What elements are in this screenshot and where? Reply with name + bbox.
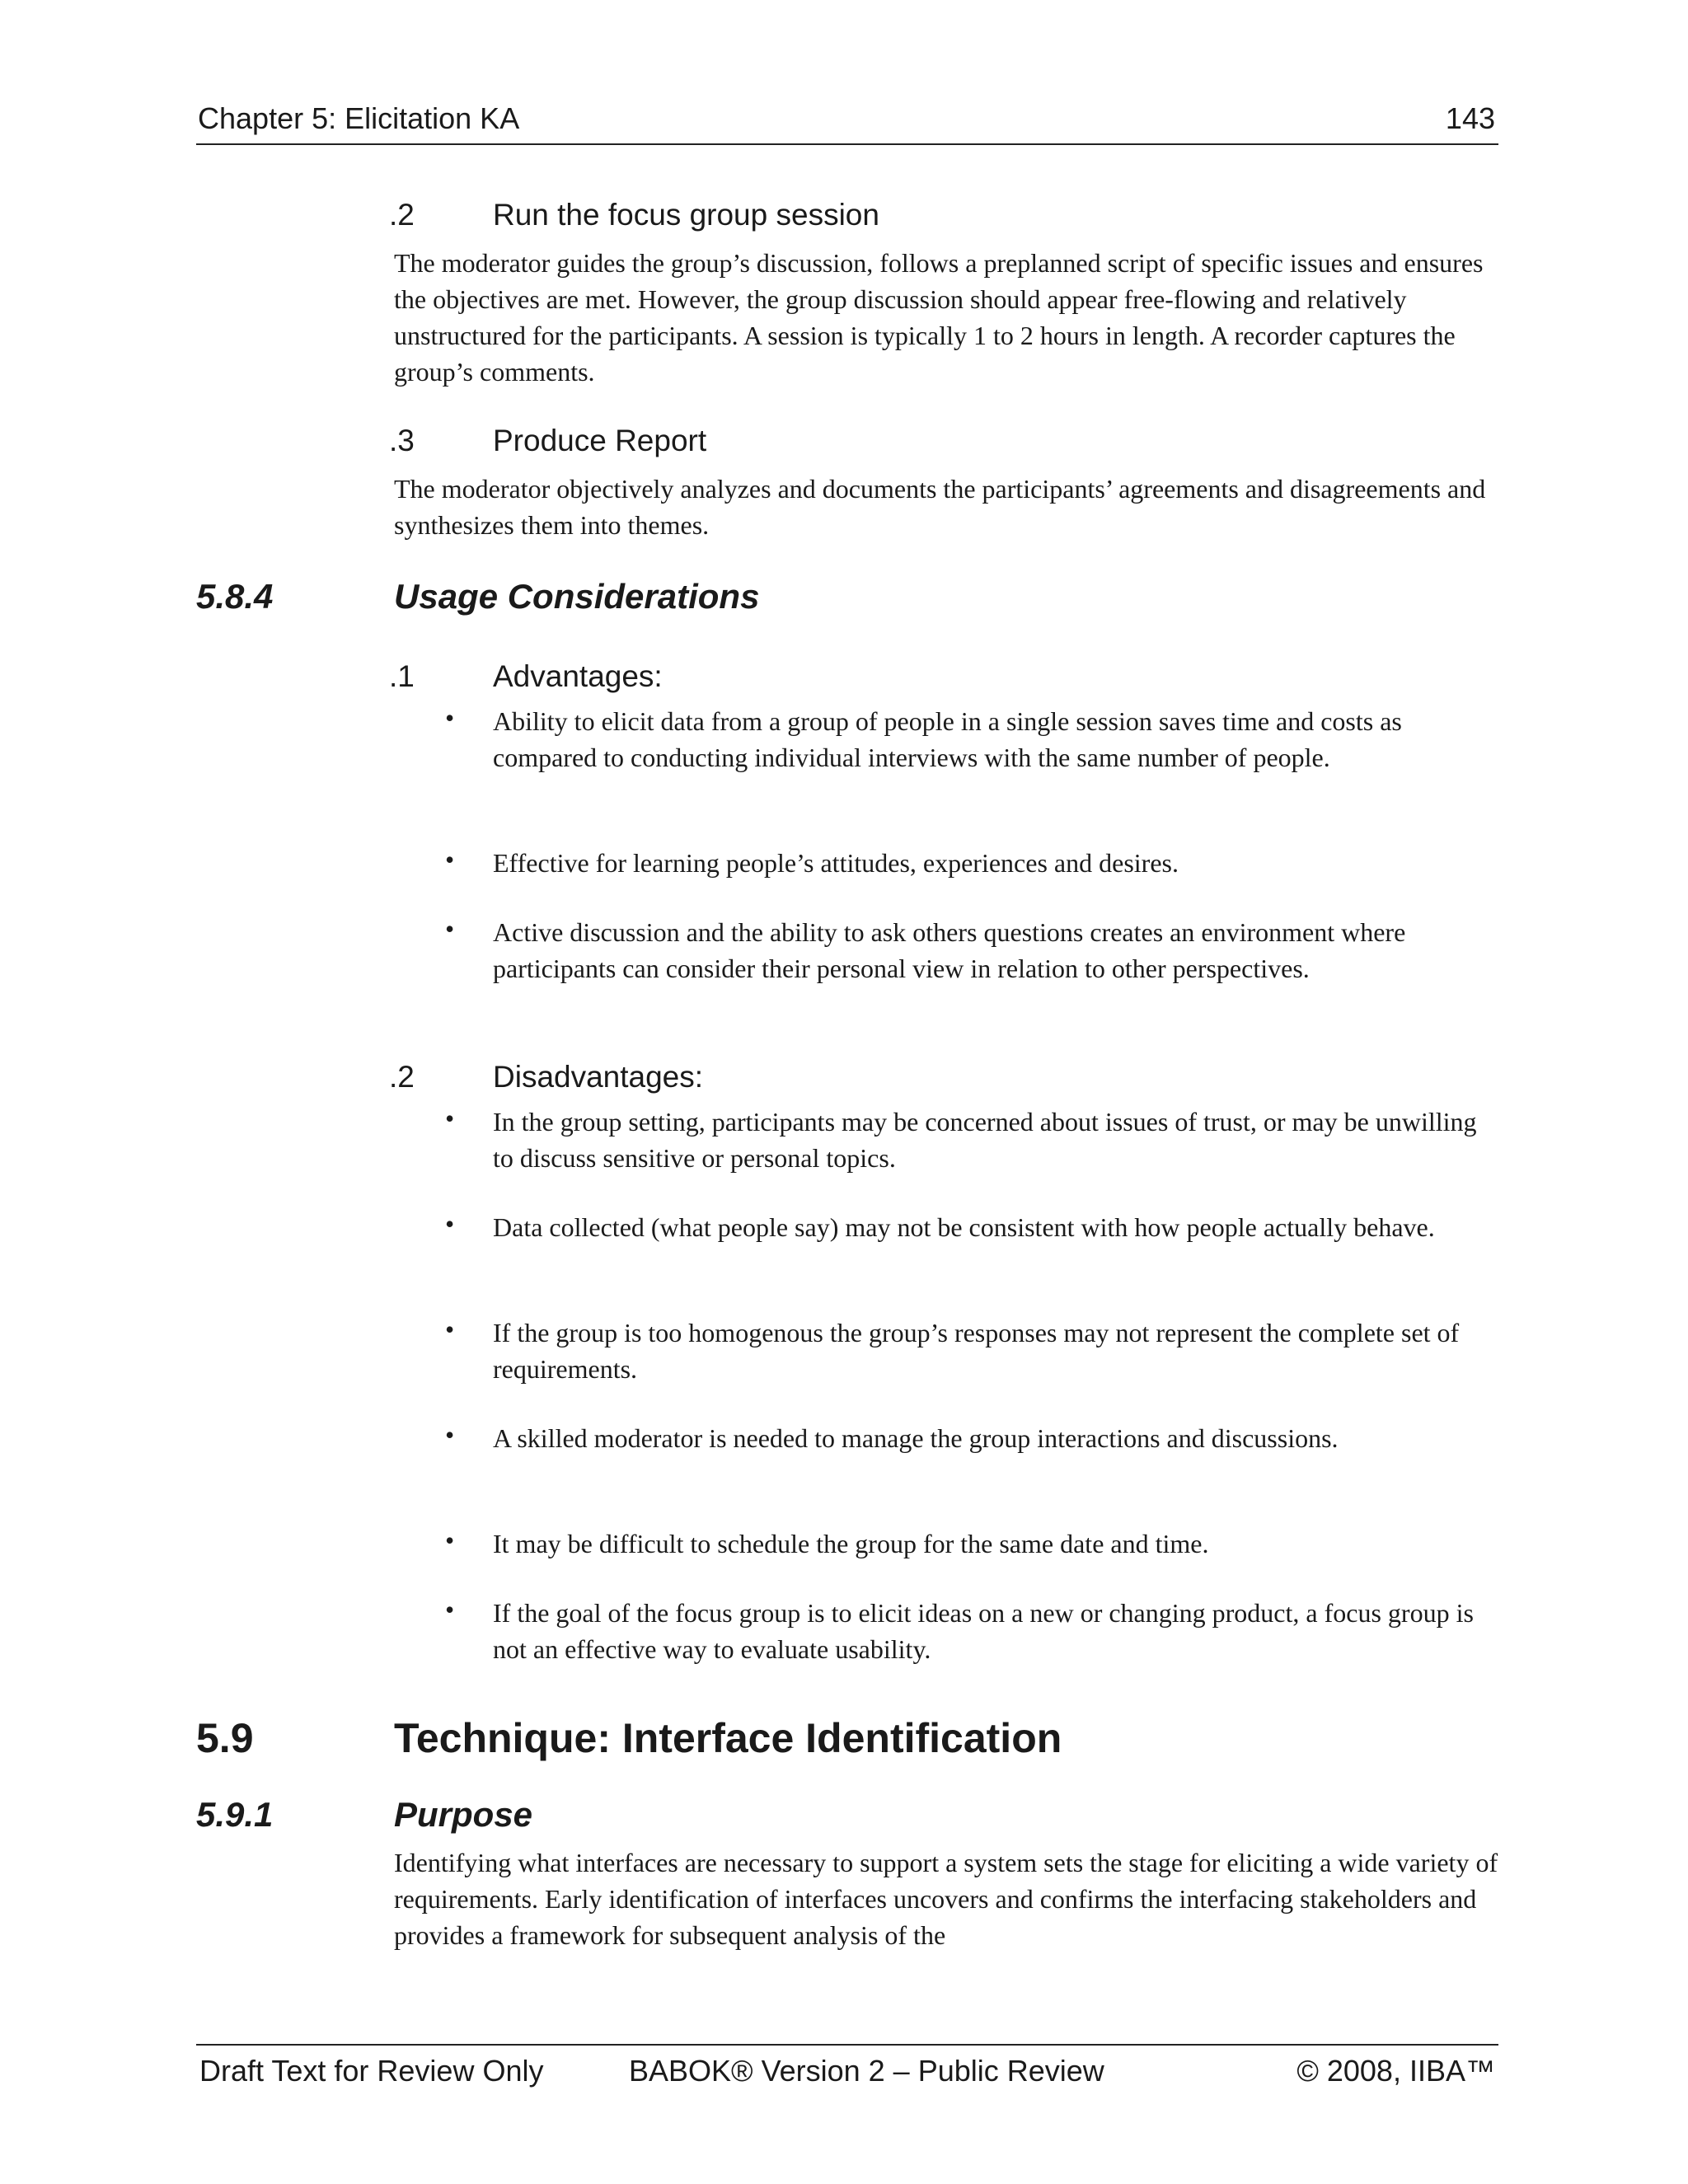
chapter-title: Chapter 5: Elicitation KA (198, 101, 520, 135)
step-2-number: .2 (389, 198, 415, 232)
disadvantage-item: A skilled moderator is needed to manage the group interactions and discussions. (493, 1423, 1339, 1453)
step-2-paragraph: The moderator guides the group’s discussion, follows a preplanned script of specific issues and ensures the objectives are met. However, the group discussion should appear free-flowing and relatively unstructured for the participants. A session is typically 1 to 2 hours in length. A recorder captures the group’s comments. (394, 248, 1484, 387)
footer-copyright: © 2008, IIBA™ (1296, 2054, 1495, 2088)
section-5-9-1-number: 5.9.1 (196, 1795, 274, 1834)
section-5-9-1-title: Purpose (394, 1795, 533, 1834)
bullet-icon: • (445, 1420, 455, 1450)
page-footer (196, 2044, 1498, 2088)
disadvantage-item: It may be difficult to schedule the group for the same date and time. (493, 1529, 1209, 1558)
disadvantage-item: If the goal of the focus group is to elicit ideas on a new or changing product, a focus group is not an effective way to evaluate usability. (493, 1598, 1474, 1664)
step-3-title: Produce Report (493, 424, 707, 457)
footer-draft-note: Draft Text for Review Only (199, 2054, 544, 2088)
page-number: 143 (1445, 101, 1495, 135)
advantages-number: .1 (389, 659, 415, 693)
advantage-item: Active discussion and the ability to ask others questions creates an environment where participants can consider their personal view in relation to other perspectives. (493, 917, 1406, 983)
advantage-item: Ability to elicit data from a group of people in a single session saves time and costs as compared to conducting individual interviews with the same number of people. (493, 706, 1402, 772)
disadvantage-item: Data collected (what people say) may not be consistent with how people actually behave. (493, 1212, 1435, 1242)
bullet-icon: • (445, 703, 455, 733)
section-5-9-number: 5.9 (196, 1715, 254, 1761)
bullet-icon: • (445, 1595, 455, 1624)
page-header (196, 97, 1498, 145)
bullet-icon: • (445, 1209, 455, 1239)
bullet-icon: • (445, 1526, 455, 1555)
purpose-paragraph: Identifying what interfaces are necessary to support a system sets the stage for eliciting a wide variety of requirements. Early identification of interfaces uncovers and confirms the interfacing stakeholders and provides a framework for subsequent analysis of the (394, 1848, 1498, 1950)
bullet-icon: • (445, 1104, 455, 1133)
bullet-icon: • (445, 845, 455, 874)
disadvantages-number: .2 (389, 1060, 415, 1094)
step-3-paragraph: The moderator objectively analyzes and documents the participants’ agreements and disagreements and synthesizes them into themes. (394, 474, 1486, 540)
bullet-icon: • (445, 914, 455, 944)
disadvantage-item: If the group is too homogenous the group’s responses may not represent the complete set of requirements. (493, 1318, 1460, 1384)
disadvantage-item: In the group setting, participants may be concerned about issues of trust, or may be unwilling to discuss sensitive or personal topics. (493, 1107, 1477, 1173)
footer-version: BABOK® Version 2 – Public Review (629, 2054, 1104, 2088)
disadvantages-title: Disadvantages: (493, 1060, 704, 1094)
section-5-9-title: Technique: Interface Identification (394, 1715, 1062, 1761)
bullet-icon: • (445, 1315, 455, 1344)
advantage-item: Effective for learning people’s attitudes, experiences and desires. (493, 848, 1179, 878)
advantages-title: Advantages: (493, 659, 663, 693)
section-5-8-4-number: 5.8.4 (196, 577, 274, 616)
step-3-number: .3 (389, 424, 415, 457)
section-5-8-4-title: Usage Considerations (394, 577, 760, 616)
step-2-title: Run the focus group session (493, 198, 879, 232)
